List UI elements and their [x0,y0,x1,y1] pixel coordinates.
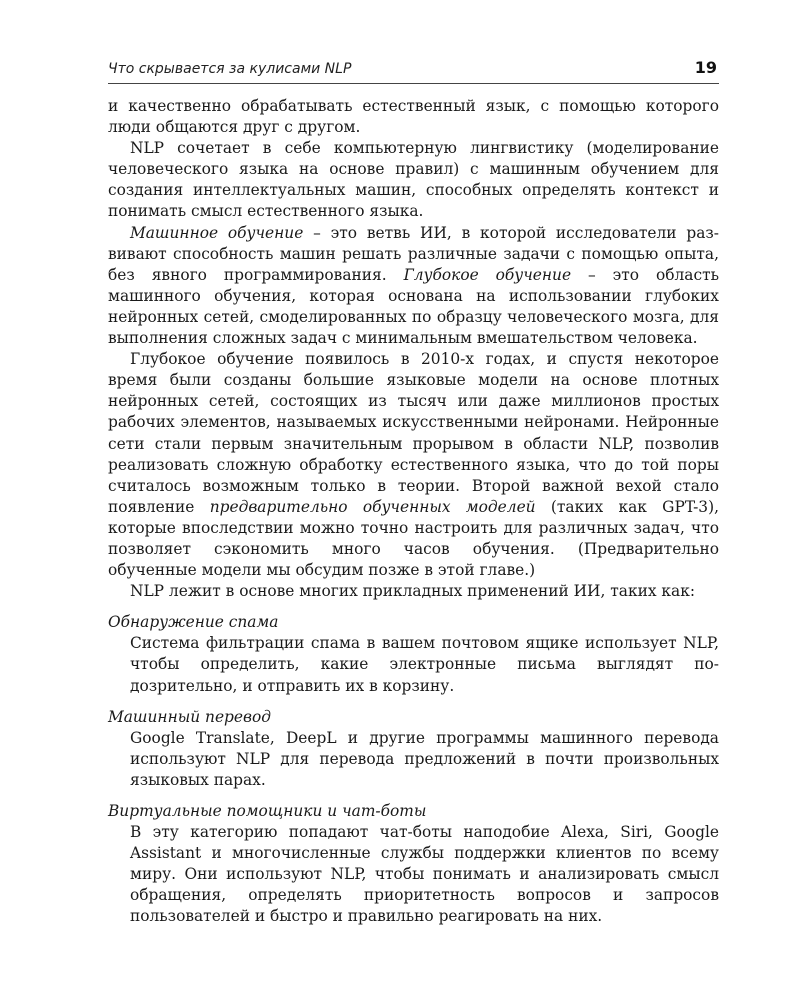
page-header [108,57,719,84]
application-item [108,612,719,696]
paragraph-deep-learning-history [108,349,719,581]
paragraph-applications-intro: NLP лежит в основе многих прикладных применений ИИ, таких как: [130,582,696,601]
term-machine-learning: Машинное обучение [130,223,304,242]
application-term: Машинный перевод [108,707,271,726]
running-title: Что скрывается за кулисами NLP [108,61,352,77]
application-description: В эту категорию попадают чат-боты наподобие Alexa, Siri, Google Assistant и многочисленные службы поддержки клиентов по всему миру. Они используют NLP, чтобы понимать и анализировать смысл обращения, определять приоритетность вопросов и запросов пользователей и быстро и правильно реагировать на них. [130,823,719,926]
term-pretrained-models: предварительно обученных моделей [209,497,536,516]
paragraph-nlp-definition: NLP сочетает в себе компьютерную лингвистику (моделирование человеческого языка на основе правил) с машинным обучением для создания интеллектуальных машин, способных определять контекст и понимать смысл естественного языка. [108,139,719,221]
page-body [108,96,719,928]
paragraph-text: Глубокое обучение появилось в 2010-х годах, и спустя некоторое время были созданы большие языковые модели на основе плотных нейронных сетей, состоящих из тысяч или даже миллионов простых рабочих элементов, называемых искусственными нейронами. Нейронные сети стали первым значительным прорывом в области NLP, позволив реализовать сложную обработку естественного языка, что до той поры считалось возможным только в теории. Второй важной вехой стало появление [108,350,719,516]
paragraph-continuation: и качественно обрабатывать естественный язык, с помощью которого люди общаются друг с другом. [108,97,719,137]
paragraph-text: – это ветвь ИИ, в которой исследователи развивают способность машин решать различные задачи с помощью опыта, без явного программирования. [108,223,719,284]
application-description: Google Translate, DeepL и другие программы машинного перевода используют NLP для перевода предложений в почти произвольных языковых парах. [130,728,719,789]
paragraph-text: – это область машинного обучения, которая основана на использовании глубоких нейронных сетей, смоделированных по образцу человеческого мозга, для выполнения сложных задач с минимальным вмешательством человека. [108,265,719,348]
term-deep-learning: Глубокое обучение [403,265,572,284]
page-number: 19 [694,58,717,77]
paragraph-text: (таких как GPT-3), которые впоследствии можно точно настроить для различных задач, что позволяет сэкономить много часов обучения. (Предварительно обученные модели мы обсудим позже в этой главе.) [108,497,719,580]
application-item [108,801,719,928]
application-item [108,707,719,791]
paragraph-machine-learning [108,223,719,350]
application-term: Обнаружение спама [108,613,279,632]
application-description: Система фильтрации спама в вашем почтовом ящике использует NLP, чтобы определить, какие электронные письма выглядят подозрительно, и отправить их в корзину. [130,634,719,695]
application-term: Виртуальные помощники и чат-боты [108,802,427,820]
